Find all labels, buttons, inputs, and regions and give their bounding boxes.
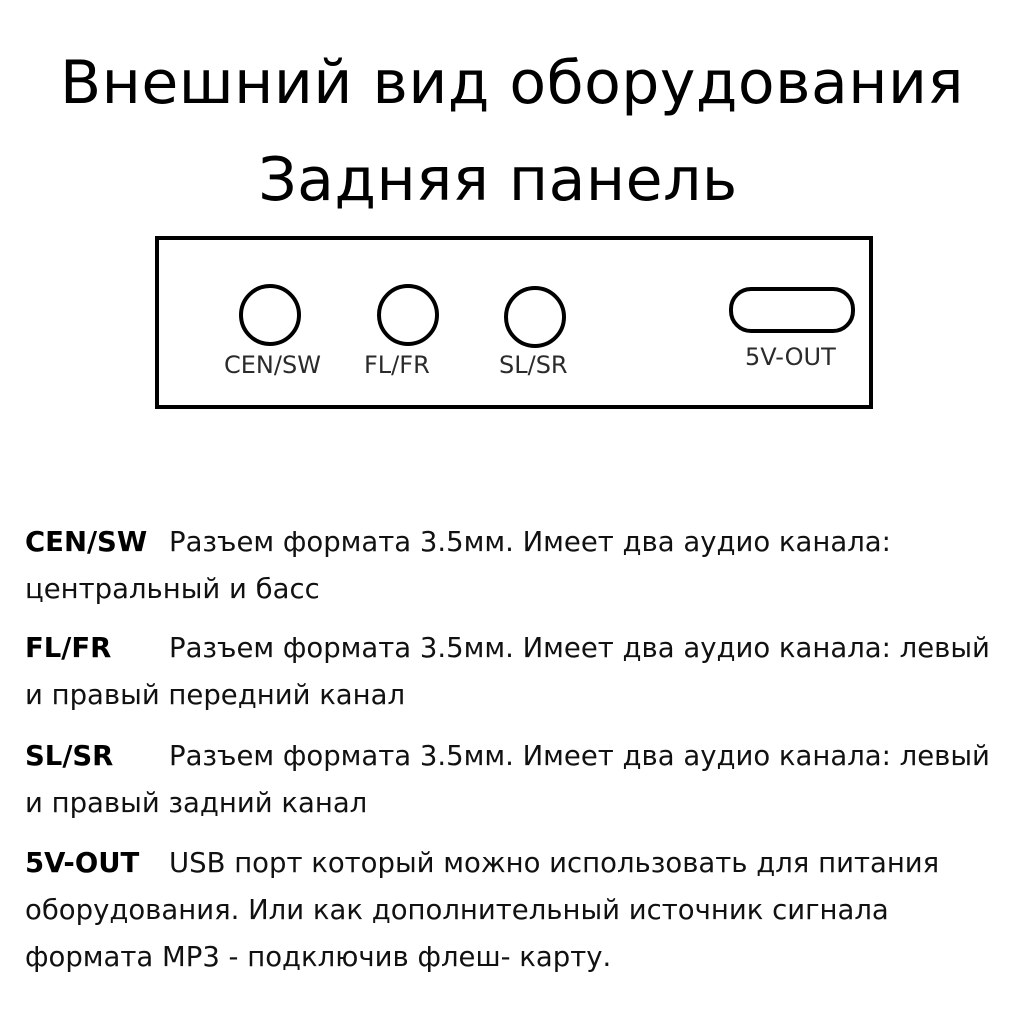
sl-sr-label: SL/SR	[499, 351, 568, 379]
description-cen-sw	[25, 519, 1010, 613]
description-port-name: SL/SR	[25, 740, 114, 772]
description-text: Разъем формата 3.5мм. Имеет два аудио канала: левый и правый передний канал	[25, 632, 990, 711]
5v-out-label: 5V-OUT	[745, 343, 836, 371]
description-text: Разъем формата 3.5мм. Имеет два аудио канала: центральный и басс	[25, 526, 891, 605]
fl-fr-label: FL/FR	[364, 351, 430, 379]
cen-sw-jack	[239, 284, 301, 346]
description-text: USB порт который можно использовать для питания оборудования. Или как дополнительный источник сигнала формата MP3 - подключив флеш- карту.	[25, 847, 940, 973]
cen-sw-label: CEN/SW	[224, 351, 321, 379]
description-sl-sr	[25, 733, 1010, 827]
page-subtitle: Задняя панель	[258, 145, 738, 215]
rear-panel-diagram	[155, 236, 873, 409]
description-port-name: 5V-OUT	[25, 847, 140, 879]
fl-fr-jack	[377, 284, 439, 346]
description-port-name: FL/FR	[25, 632, 112, 664]
usb-port-5v-out	[729, 287, 855, 333]
sl-sr-jack	[504, 286, 566, 348]
description-5v-out	[25, 840, 1010, 981]
page-title: Внешний вид оборудования	[59, 48, 965, 118]
description-text: Разъем формата 3.5мм. Имеет два аудио канала: левый и правый задний канал	[25, 740, 990, 819]
description-fl-fr	[25, 625, 1010, 719]
description-port-name: CEN/SW	[25, 526, 148, 558]
